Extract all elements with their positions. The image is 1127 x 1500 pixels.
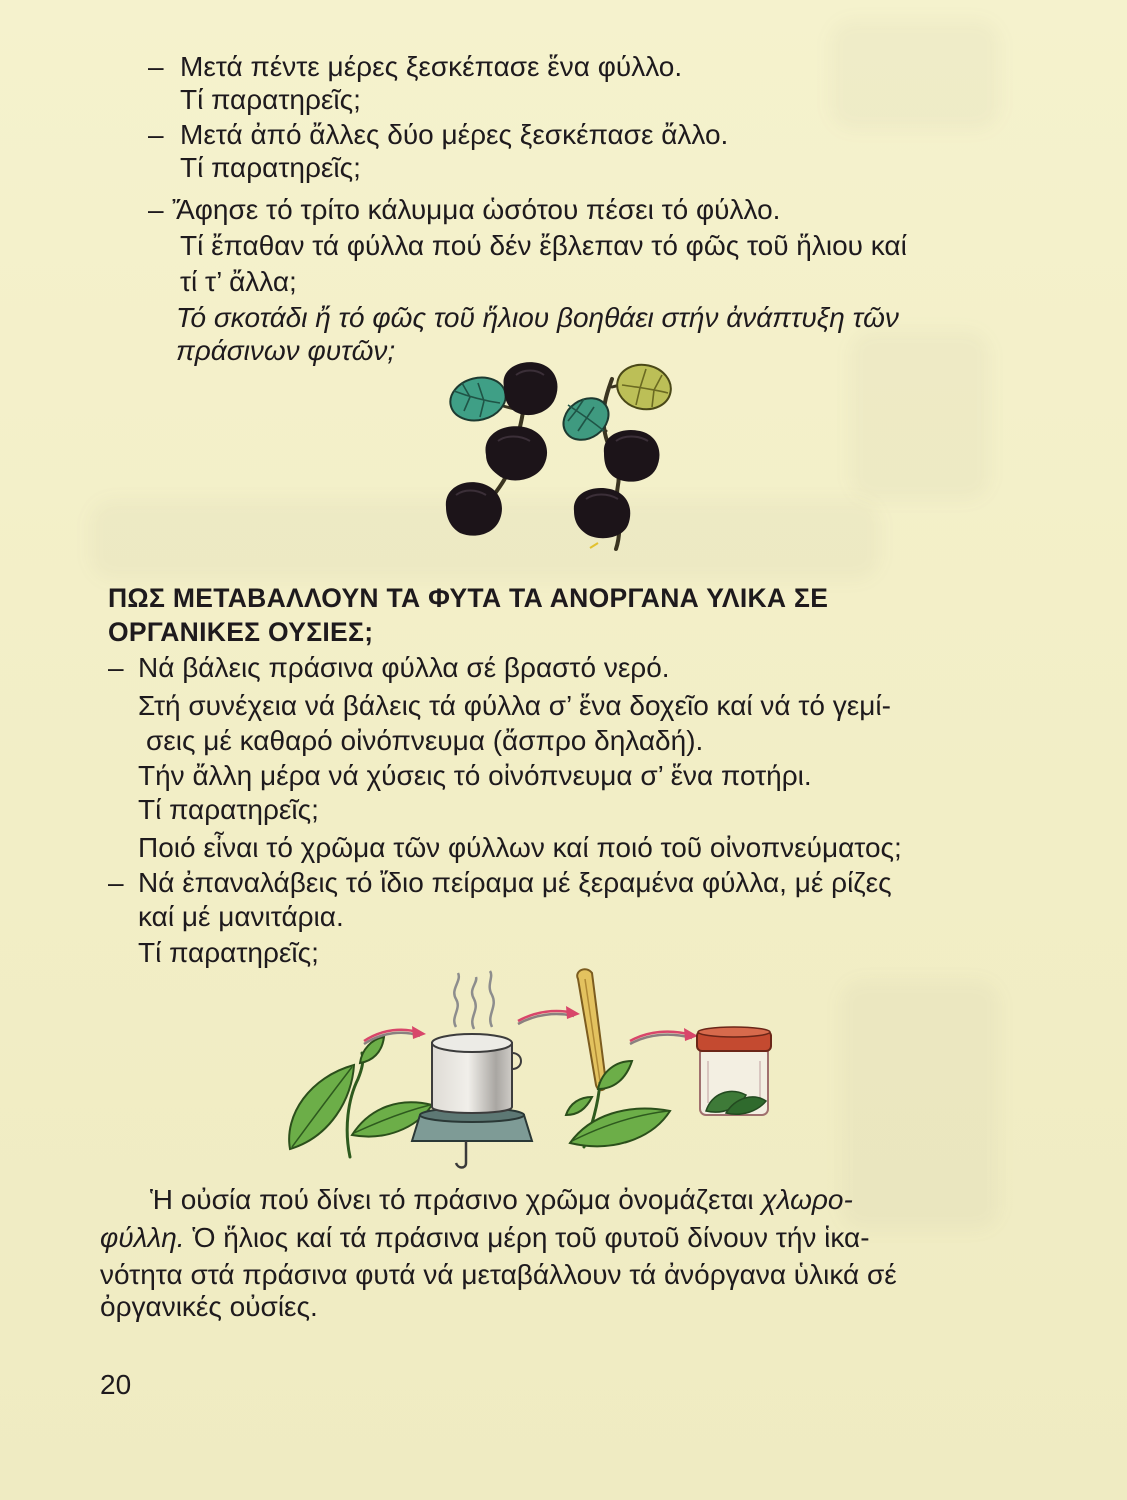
steam-wisp [490,971,494,1027]
conclusion-line [100,1290,318,1324]
instruction-line [146,724,703,758]
section-heading-text: ΠΩΣ ΜΕΤΑΒΑΛΛΟΥΝ ΤΑ ΦΥΤΑ ΤΑ ΑΝΟΡΓΑΝΑ ΥΛΙΚΑ ΣΕ [108,583,829,613]
conclusion-text: νότητα στά πράσινα φυτά νά μεταβάλλουν τά ἀνόργανα ὑλικά σέ [100,1259,897,1290]
instruction-text: Ἄφησε τό τρίτο κάλυμμα ὡσότου πέσει τό φύλλο. [172,194,781,225]
list-dash: – [148,51,164,82]
term-chlorophyll: χλωρο- [761,1184,853,1215]
instruction-text: Νά βάλεις πράσινα φύλλα σέ βραστό νερό. [138,652,670,683]
instruction-line [138,831,902,865]
section-heading-text: ΟΡΓΑΝΙΚΕΣ ΟΥΣΙΕΣ; [108,617,374,647]
covered-leaf [485,426,547,480]
covered-leaf [574,488,630,538]
conclusion-line [150,1183,853,1217]
page-number-text: 20 [100,1369,132,1400]
paper-bleed-through [840,980,1000,1230]
alcohol-jar [697,1027,771,1115]
tongs [577,969,606,1090]
burner-rod [456,1141,466,1168]
instruction-text: Μετά ἀπό ἄλλες δύο μέρες ξεσκέπασε ἄλλο. [180,119,729,150]
steam-wisp [472,977,476,1029]
conclusion-text: Ἡ οὐσία πού δίνει τό πράσινο χρῶμα ὀνομάζεται [150,1184,754,1215]
instruction-line [180,151,361,185]
instruction-text: Στή συνέχεια νά βάλεις τά φύλλα σ’ ἕνα δοχεῖο καί νά τό γεμί- [138,690,891,721]
pot-handle [512,1053,521,1069]
steam [454,971,493,1029]
question-line [176,334,395,368]
instruction-text: Τί παρατηρεῖς; [180,84,361,115]
instruction-text: Τί ἔπαθαν τά φύλλα πού δέν ἔβλεπαν τό φῶς τοῦ ἥλιου καί [180,230,907,261]
covered-leaves-illustration [440,355,680,555]
paper-bleed-through [850,330,990,500]
question-text: Τό σκοτάδι ἤ τό φῶς τοῦ ἥλιου βοηθάει στήν ἀνάπτυξη τῶν [176,302,899,333]
green-leaf [613,360,675,414]
conclusion-text: ὀργανικές οὐσίες. [100,1291,318,1322]
leaf [566,1097,592,1115]
term-chlorophyll: φύλλη. [100,1222,185,1253]
jar-lid-top [698,1027,770,1037]
instruction-text: Τί παρατηρεῖς; [138,794,319,825]
instruction-text: καί μέ μανιτάρια. [138,901,344,932]
list-dash: – [148,194,164,225]
instruction-line [108,651,670,685]
leaf [570,1109,670,1147]
conclusion-text: Ὁ ἥλιος καί τά πράσινα μέρη τοῦ φυτοῦ δίνουν τήν ἱκα- [192,1222,870,1253]
conclusion-line [100,1221,870,1255]
covered-leaf [604,430,660,482]
question-text: πράσινων φυτῶν; [176,335,396,366]
leaf-blade [613,360,675,414]
instruction-line [138,900,344,934]
list-dash: – [108,652,124,683]
instruction-text: σεις μέ καθαρό οἰνόπνευμα (ἄσπρο δηλαδή). [146,725,704,756]
arrow-head [412,1026,426,1039]
instruction-text: Τί παρατηρεῖς; [138,937,319,968]
instruction-line [138,689,891,723]
instruction-line [138,793,319,827]
instruction-line [180,229,907,263]
instruction-text: Ποιό εἶναι τό χρῶμα τῶν φύλλων καί ποιό τοῦ οἰνοπνεύματος; [138,832,902,863]
boiled-leaves [566,1061,670,1147]
conclusion-line [100,1258,897,1292]
section-heading [108,615,373,649]
instruction-line [138,759,812,793]
list-dash: – [108,867,124,898]
arrow-head [684,1028,698,1041]
green-leaf [446,372,510,426]
question-line [176,301,899,335]
section-heading [108,581,828,615]
instruction-text: Μετά πέντε μέρες ξεσκέπασε ἕνα φύλλο. [180,51,683,82]
instruction-line [108,866,892,900]
instruction-line [148,50,682,84]
tongs-body [577,969,606,1090]
paper-bleed-through [830,20,1000,130]
steam-wisp [454,973,459,1027]
burner [412,1108,532,1168]
pot-body [432,1043,512,1113]
leaf [360,1037,384,1063]
chlorophyll-experiment-illustration [280,965,790,1175]
arrow-icon [630,1028,698,1044]
speck [590,543,598,548]
plant-right [555,360,675,549]
instruction-text: τί τ’ ἄλλα; [180,266,297,297]
instruction-text: Τήν ἄλλη μέρα νά χύσεις τό οἰνόπνευμα σ’ ἕνα ποτήρι. [138,760,812,791]
instruction-line [180,83,361,117]
fresh-leaves [289,1037,432,1157]
instruction-line [148,118,728,152]
instruction-text: Νά ἐπαναλάβεις τό ἴδιο πείραμα μέ ξεραμένα φύλλα, μέ ρίζες [138,867,892,898]
instruction-line [180,265,297,299]
instruction-line [148,193,780,227]
page-number [100,1368,131,1402]
plant-left [446,362,558,536]
pot [432,1034,521,1113]
list-dash: – [148,119,164,150]
pot-rim [432,1034,512,1052]
instruction-text: Τί παρατηρεῖς; [180,152,361,183]
arrow-icon [518,1006,580,1024]
